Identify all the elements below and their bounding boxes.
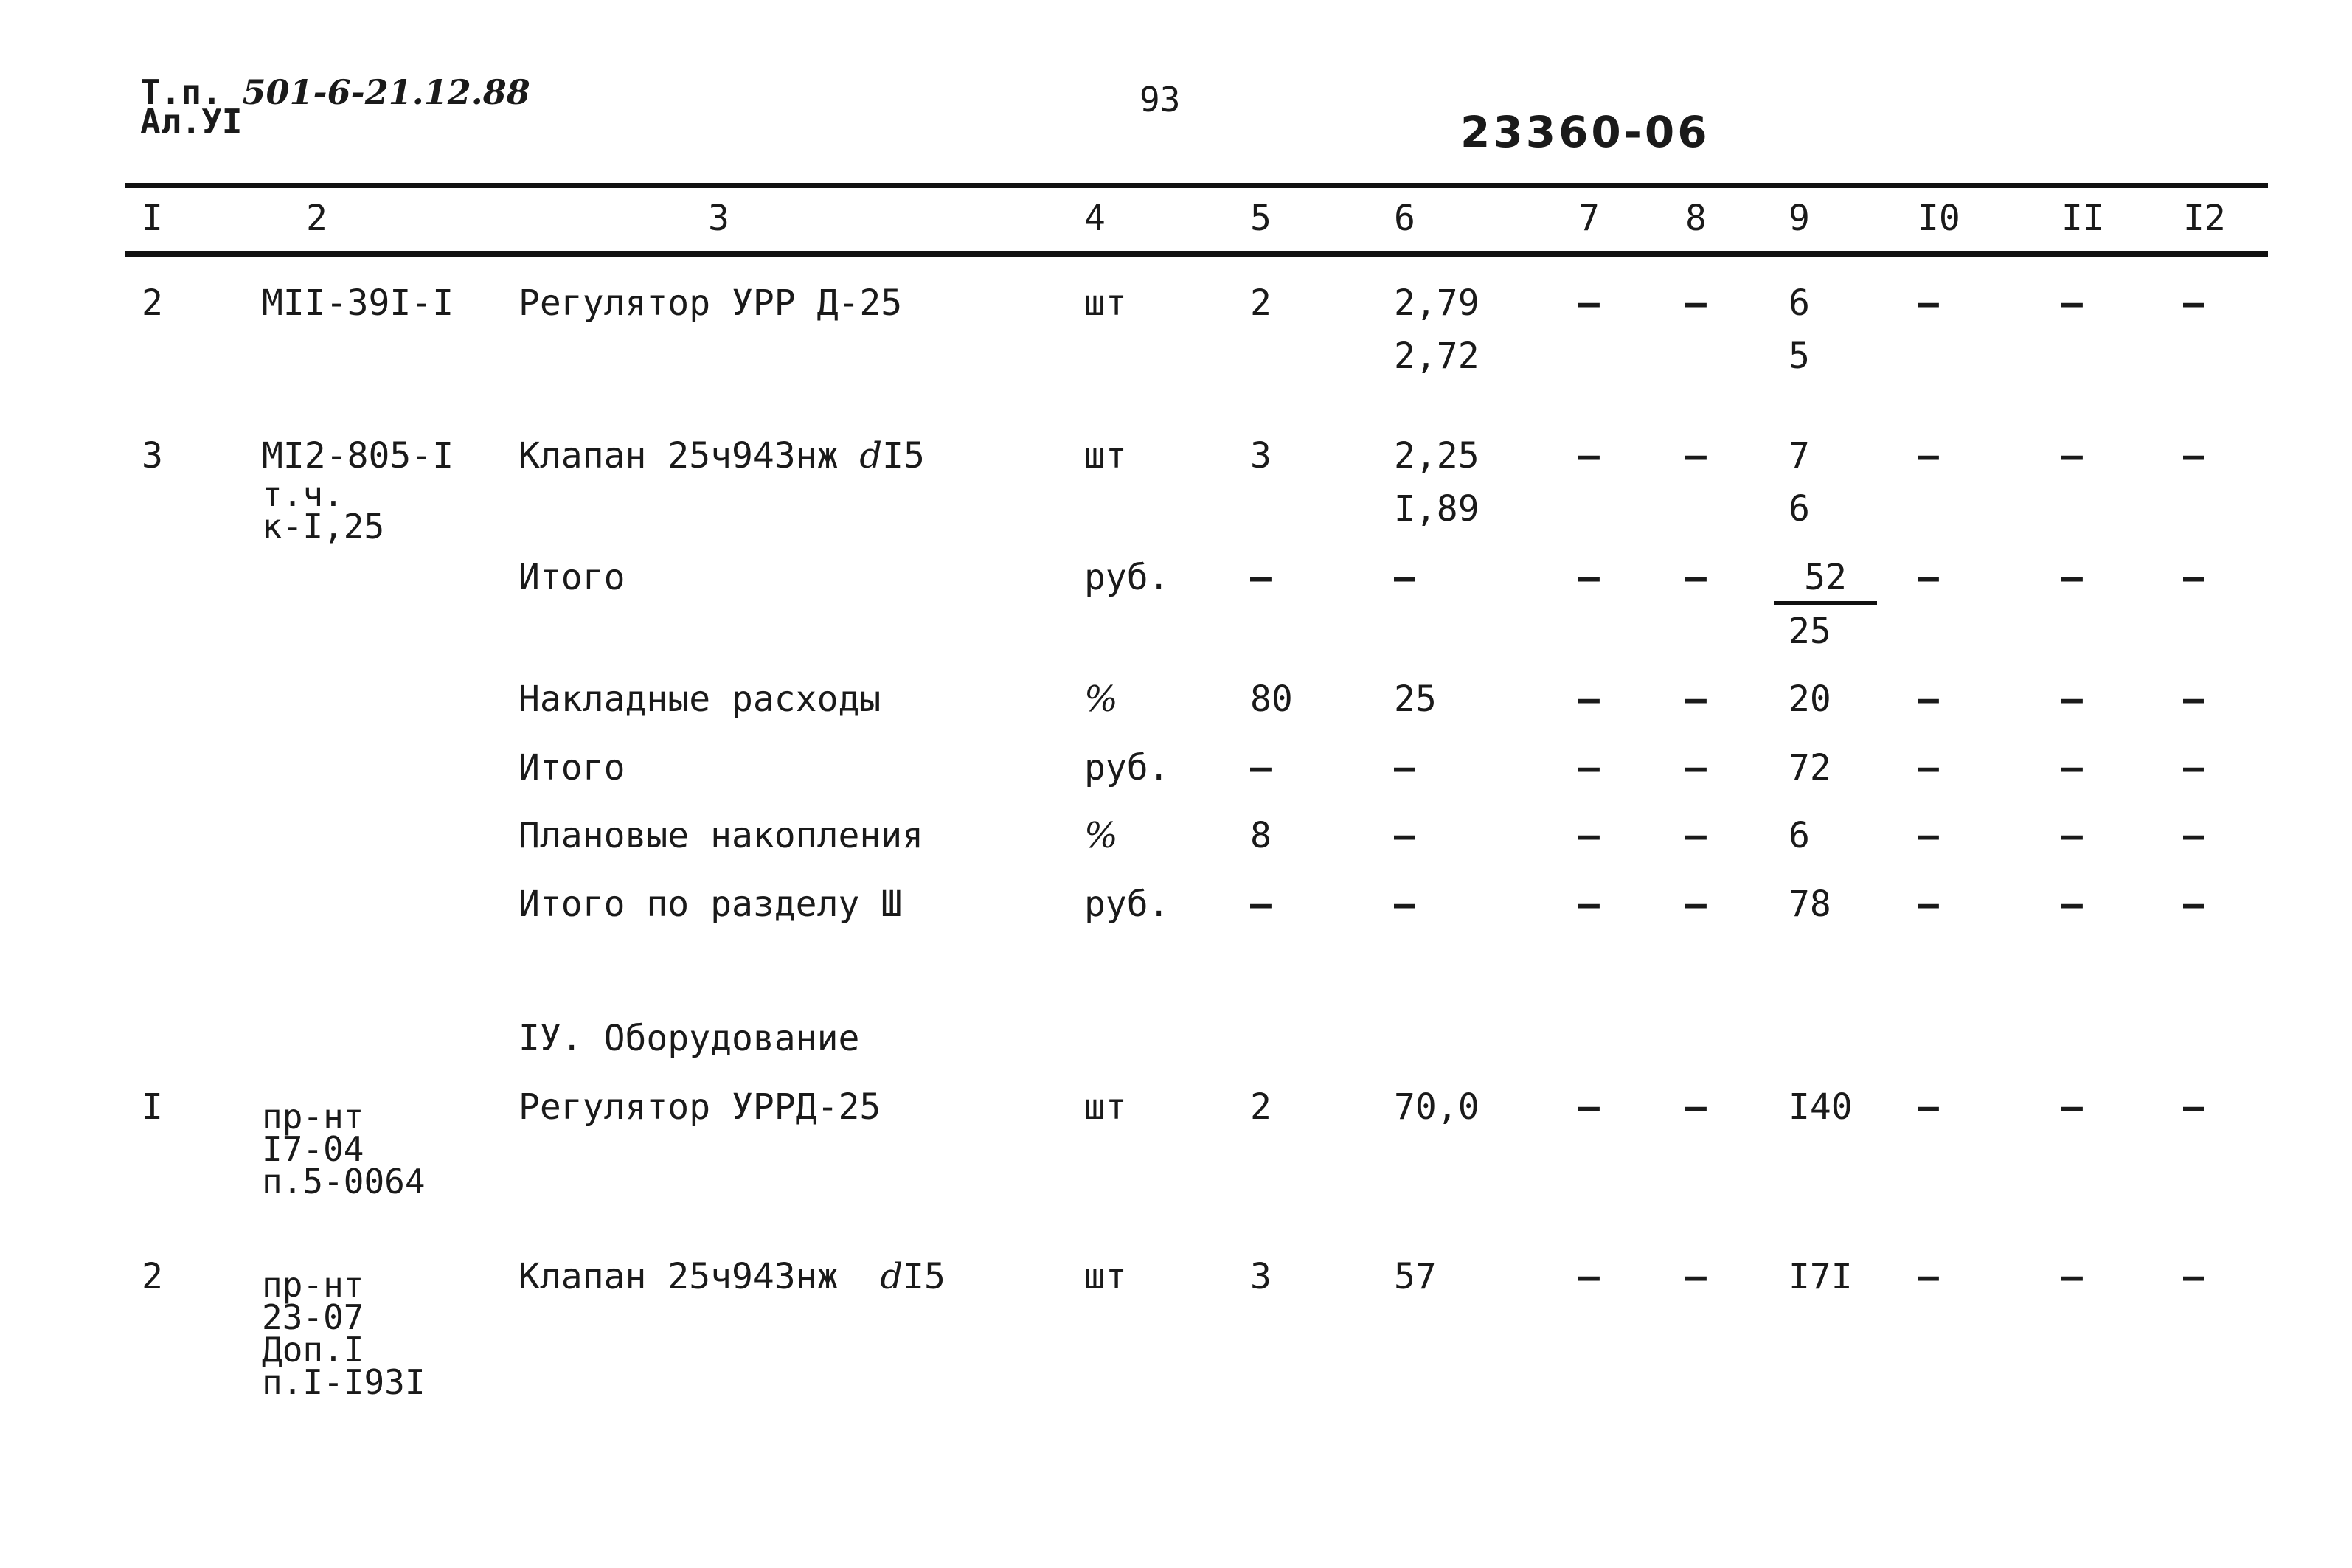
column-header: I [142, 198, 163, 239]
col-11: – [2061, 435, 2083, 476]
col-8: – [1685, 282, 1707, 324]
column-header: I0 [1918, 198, 1960, 239]
col-12: – [2183, 282, 2204, 324]
unit-price-alt: I,89 [1394, 488, 1479, 530]
col-8: – [1685, 1086, 1707, 1128]
total-alt: 6 [1789, 488, 1810, 530]
col-7: – [1578, 815, 1600, 856]
column-header: II [2061, 198, 2104, 239]
col-8: – [1685, 679, 1707, 720]
col-12: – [2183, 747, 2204, 788]
item-name-text: Клапан 25ч943нж [518, 435, 839, 476]
unit: шт [1084, 282, 1127, 324]
col-10: – [1918, 435, 1939, 476]
column-header: 6 [1394, 198, 1415, 239]
col-7: – [1578, 435, 1600, 476]
unit-price: – [1394, 557, 1415, 598]
col-10: – [1918, 679, 1939, 720]
quantity: 8 [1250, 815, 1272, 856]
item-name: Итого [518, 747, 625, 788]
unit-price: 70,0 [1394, 1086, 1479, 1128]
project-number: 501-6-21.12.88 [242, 72, 530, 112]
project-prefix: Т.п. [140, 72, 222, 112]
total: I40 [1789, 1086, 1853, 1128]
column-header: 5 [1250, 198, 1272, 239]
table-header-rule [125, 251, 2268, 257]
item-name-text: Клапан 25ч943нж [518, 1256, 839, 1297]
diameter-symbol: d [859, 435, 883, 476]
unit: руб. [1084, 557, 1170, 598]
total: 7 [1789, 435, 1810, 476]
column-header: 4 [1084, 198, 1106, 239]
unit-price-alt: 2,72 [1394, 336, 1479, 377]
col-12: – [2183, 679, 2204, 720]
item-name [518, 437, 925, 475]
album-label: Ал.УI [140, 102, 243, 142]
col-11: – [2061, 1086, 2083, 1128]
total-alt: 5 [1789, 336, 1810, 377]
col-8: – [1685, 435, 1707, 476]
item-code: МII-39I-I [262, 282, 454, 324]
item-code-line: п.5-0064 [262, 1162, 426, 1201]
col-12: – [2183, 1086, 2204, 1128]
unit: шт [1084, 1256, 1127, 1297]
column-header: I2 [2183, 198, 2226, 239]
unit-price: 2,79 [1394, 282, 1479, 324]
col-7: – [1578, 679, 1600, 720]
total: I7I [1789, 1256, 1853, 1297]
col-11: – [2061, 884, 2083, 925]
table-top-rule [125, 183, 2268, 188]
unit: шт [1084, 435, 1127, 476]
unit: % [1084, 679, 1118, 720]
col-12: – [2183, 815, 2204, 856]
col-12: – [2183, 435, 2204, 476]
item-code-line: 23-07 [262, 1297, 364, 1337]
quantity: 3 [1250, 435, 1272, 476]
col-10: – [1918, 884, 1939, 925]
col-10: – [1918, 1256, 1939, 1297]
unit-price: – [1394, 747, 1415, 788]
column-header: 9 [1789, 198, 1810, 239]
col-12: – [2183, 1256, 2204, 1297]
quantity: – [1250, 884, 1272, 925]
col-10: – [1918, 1086, 1939, 1128]
col-10: – [1918, 747, 1939, 788]
col-8: – [1685, 884, 1707, 925]
col-8: – [1685, 747, 1707, 788]
unit-price: – [1394, 815, 1415, 856]
project-reference [140, 72, 530, 142]
unit: руб. [1084, 747, 1170, 788]
item-code-line: Доп.I [262, 1330, 364, 1370]
item-name: Регулятор УРРД-25 [518, 1086, 881, 1128]
col-11: – [2061, 1256, 2083, 1297]
total: 6 [1789, 282, 1810, 324]
quantity: – [1250, 557, 1272, 598]
section-heading: IУ. Оборудование [518, 1018, 860, 1059]
item-name: Итого по разделу Ш [518, 884, 903, 925]
col-7: – [1578, 1256, 1600, 1297]
unit-price: 2,25 [1394, 435, 1479, 476]
item-code-line: т.ч. [262, 474, 344, 514]
col-8: – [1685, 1256, 1707, 1297]
col-8: – [1685, 557, 1707, 598]
item-name: Итого [518, 557, 625, 598]
column-header: 8 [1685, 198, 1707, 239]
col-12: – [2183, 557, 2204, 598]
row-number: 3 [142, 435, 163, 476]
row-number: 2 [142, 282, 163, 324]
col-7: – [1578, 747, 1600, 788]
col-7: – [1578, 1086, 1600, 1128]
col-11: – [2061, 557, 2083, 598]
row-number: I [142, 1086, 163, 1128]
diameter-value: I5 [903, 1256, 946, 1297]
item-code: МI2-805-I [262, 435, 454, 476]
document-code: 23360-06 [1460, 107, 1710, 157]
item-code-line: к-I,25 [262, 507, 385, 547]
quantity: 2 [1250, 282, 1272, 324]
item-name: Накладные расходы [518, 679, 881, 720]
item-code-line: п.I-I93I [262, 1362, 426, 1402]
total: 52 [1774, 558, 1877, 605]
row-number: 2 [142, 1256, 163, 1297]
total-alt: 25 [1789, 611, 1831, 652]
item-name [518, 1257, 946, 1296]
item-name: Регулятор УРР Д-25 [518, 282, 903, 324]
total: 20 [1789, 679, 1831, 720]
unit: шт [1084, 1086, 1127, 1128]
quantity: 80 [1250, 679, 1293, 720]
unit-price: – [1394, 884, 1415, 925]
column-header: 2 [306, 198, 327, 239]
item-code: пр-нт [262, 1097, 364, 1137]
col-8: – [1685, 815, 1707, 856]
item-code-line: I7-04 [262, 1129, 364, 1169]
column-header: 7 [1578, 198, 1600, 239]
total: 72 [1789, 747, 1831, 788]
page-number: 93 [1139, 80, 1181, 119]
column-header: 3 [708, 198, 729, 239]
col-10: – [1918, 557, 1939, 598]
quantity: 3 [1250, 1256, 1272, 1297]
item-name: Плановые накопления [518, 815, 924, 856]
col-11: – [2061, 747, 2083, 788]
quantity: 2 [1250, 1086, 1272, 1128]
col-7: – [1578, 884, 1600, 925]
col-10: – [1918, 815, 1939, 856]
unit-price: 25 [1394, 679, 1437, 720]
col-12: – [2183, 884, 2204, 925]
quantity: – [1250, 747, 1272, 788]
item-code: пр-нт [262, 1265, 364, 1305]
total: 78 [1789, 884, 1831, 925]
col-11: – [2061, 815, 2083, 856]
unit-price: 57 [1394, 1256, 1437, 1297]
col-11: – [2061, 282, 2083, 324]
unit: % [1084, 815, 1118, 856]
diameter-symbol: d [880, 1256, 903, 1297]
unit: руб. [1084, 884, 1170, 925]
col-7: – [1578, 282, 1600, 324]
diameter-value: I5 [882, 435, 925, 476]
col-7: – [1578, 557, 1600, 598]
col-11: – [2061, 679, 2083, 720]
col-10: – [1918, 282, 1939, 324]
total: 6 [1789, 815, 1810, 856]
